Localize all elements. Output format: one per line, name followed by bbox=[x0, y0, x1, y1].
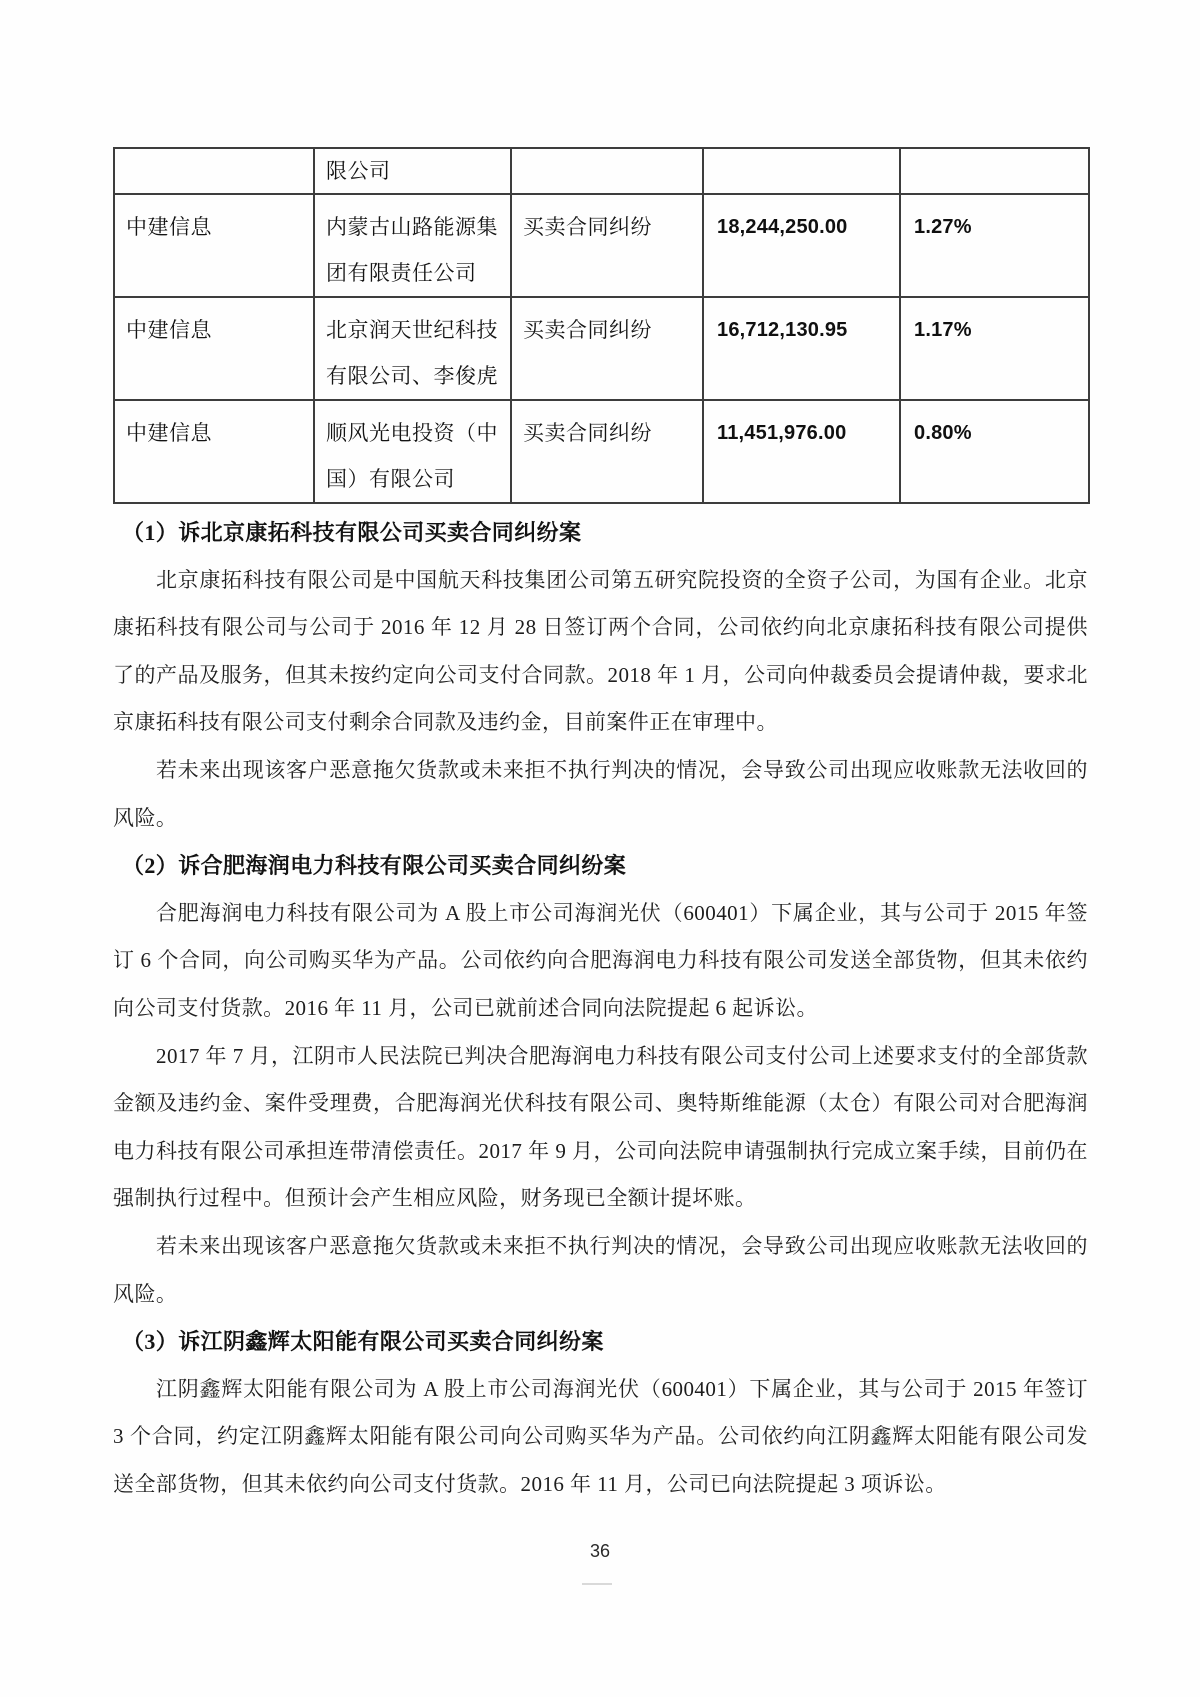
cell-case-type: 买卖合同纠纷 bbox=[511, 297, 703, 400]
paragraph: 江阴鑫辉太阳能有限公司为 A 股上市公司海润光伏（600401）下属企业，其与公司于 2015 年签订 3 个合同，约定江阴鑫辉太阳能有限公司向公司购买华为产品。公司依约向江阴鑫辉太阳能有限公司发送全部货物，但其未依约向公司支付货款。2016 年 11 月，公司已向法院提起 3 项诉讼。 bbox=[113, 1376, 1088, 1496]
cell-plaintiff: 中建信息 bbox=[114, 400, 314, 503]
table-row bbox=[114, 400, 1089, 503]
paragraph: 若未来出现该客户恶意拖欠货款或未来拒不执行判决的情况，会导致公司出现应收账款无法收回的风险。 bbox=[113, 757, 1088, 830]
document-body bbox=[113, 509, 1088, 1508]
paragraph: 若未来出现该客户恶意拖欠货款或未来拒不执行判决的情况，会导致公司出现应收账款无法收回的风险。 bbox=[113, 1233, 1088, 1306]
section-heading: （2）诉合肥海润电力科技有限公司买卖合同纠纷案 bbox=[122, 853, 627, 879]
page-number-underline bbox=[582, 1583, 612, 1585]
paragraph: 2017 年 7 月，江阴市人民法院已判决合肥海润电力科技有限公司支付公司上述要求支付的全部货款金额及违约金、案件受理费，合肥海润光伏科技有限公司、奥特斯维能源（太仓）有限公司对合肥海润电力科技有限公司承担连带清偿责任。2017 年 9 月，公司向法院申请强制执行完成立案手续，目前仍在强制执行过程中。但预计会产生相应风险，财务现已全额计提坏账。 bbox=[113, 1043, 1088, 1211]
cell-percentage: 0.80% bbox=[900, 400, 1089, 503]
cell-defendant: 内蒙古山路能源集团有限责任公司 bbox=[314, 194, 511, 297]
cell-plaintiff bbox=[114, 148, 314, 194]
cell-percentage bbox=[900, 148, 1089, 194]
section-case-2 bbox=[113, 842, 1088, 1318]
section-case-3 bbox=[113, 1318, 1088, 1508]
cell-case-type: 买卖合同纠纷 bbox=[511, 400, 703, 503]
page-number: 36 bbox=[589, 1541, 611, 1561]
cell-amount: 18,244,250.00 bbox=[703, 194, 900, 297]
cell-amount: 11,451,976.00 bbox=[703, 400, 900, 503]
table-row bbox=[114, 148, 1089, 194]
table-row bbox=[114, 297, 1089, 400]
section-heading: （3）诉江阴鑫辉太阳能有限公司买卖合同纠纷案 bbox=[122, 1329, 604, 1355]
cell-case-type bbox=[511, 148, 703, 194]
cell-defendant: 北京润天世纪科技有限公司、李俊虎 bbox=[314, 297, 511, 400]
cell-plaintiff: 中建信息 bbox=[114, 297, 314, 400]
section-heading: （1）诉北京康拓科技有限公司买卖合同纠纷案 bbox=[122, 520, 582, 545]
cell-case-type: 买卖合同纠纷 bbox=[511, 194, 703, 297]
cell-amount bbox=[703, 148, 900, 194]
cell-percentage: 1.27% bbox=[900, 194, 1089, 297]
cell-defendant: 顺风光电投资（中国）有限公司 bbox=[314, 400, 511, 503]
paragraph: 北京康拓科技有限公司是中国航天科技集团公司第五研究院投资的全资子公司，为国有企业。北京康拓科技有限公司与公司于 2016 年 12 月 28 日签订两个合同，公司依约向北京康拓科技有限公司提供了的产品及服务，但其未按约定向公司支付合同款。2018 年 1 月，公司向仲裁委员会提请仲裁，要求北京康拓科技有限公司支付剩余合同款及违约金，目前案件正在审理中。 bbox=[113, 567, 1088, 735]
table-row bbox=[114, 194, 1089, 297]
cell-percentage: 1.17% bbox=[900, 297, 1089, 400]
cell-plaintiff: 中建信息 bbox=[114, 194, 314, 297]
section-case-1 bbox=[113, 509, 1088, 842]
cell-defendant: 限公司 bbox=[314, 148, 511, 194]
paragraph: 合肥海润电力科技有限公司为 A 股上市公司海润光伏（600401）下属企业，其与公司于 2015 年签订 6 个合同，向公司购买华为产品。公司依约向合肥海润电力科技有限公司发送全部货物，但其未依约向公司支付货款。2016 年 11 月，公司已就前述合同向法院提起 6 起诉讼。 bbox=[113, 900, 1088, 1020]
cell-amount: 16,712,130.95 bbox=[703, 297, 900, 400]
litigation-table bbox=[113, 147, 1090, 504]
